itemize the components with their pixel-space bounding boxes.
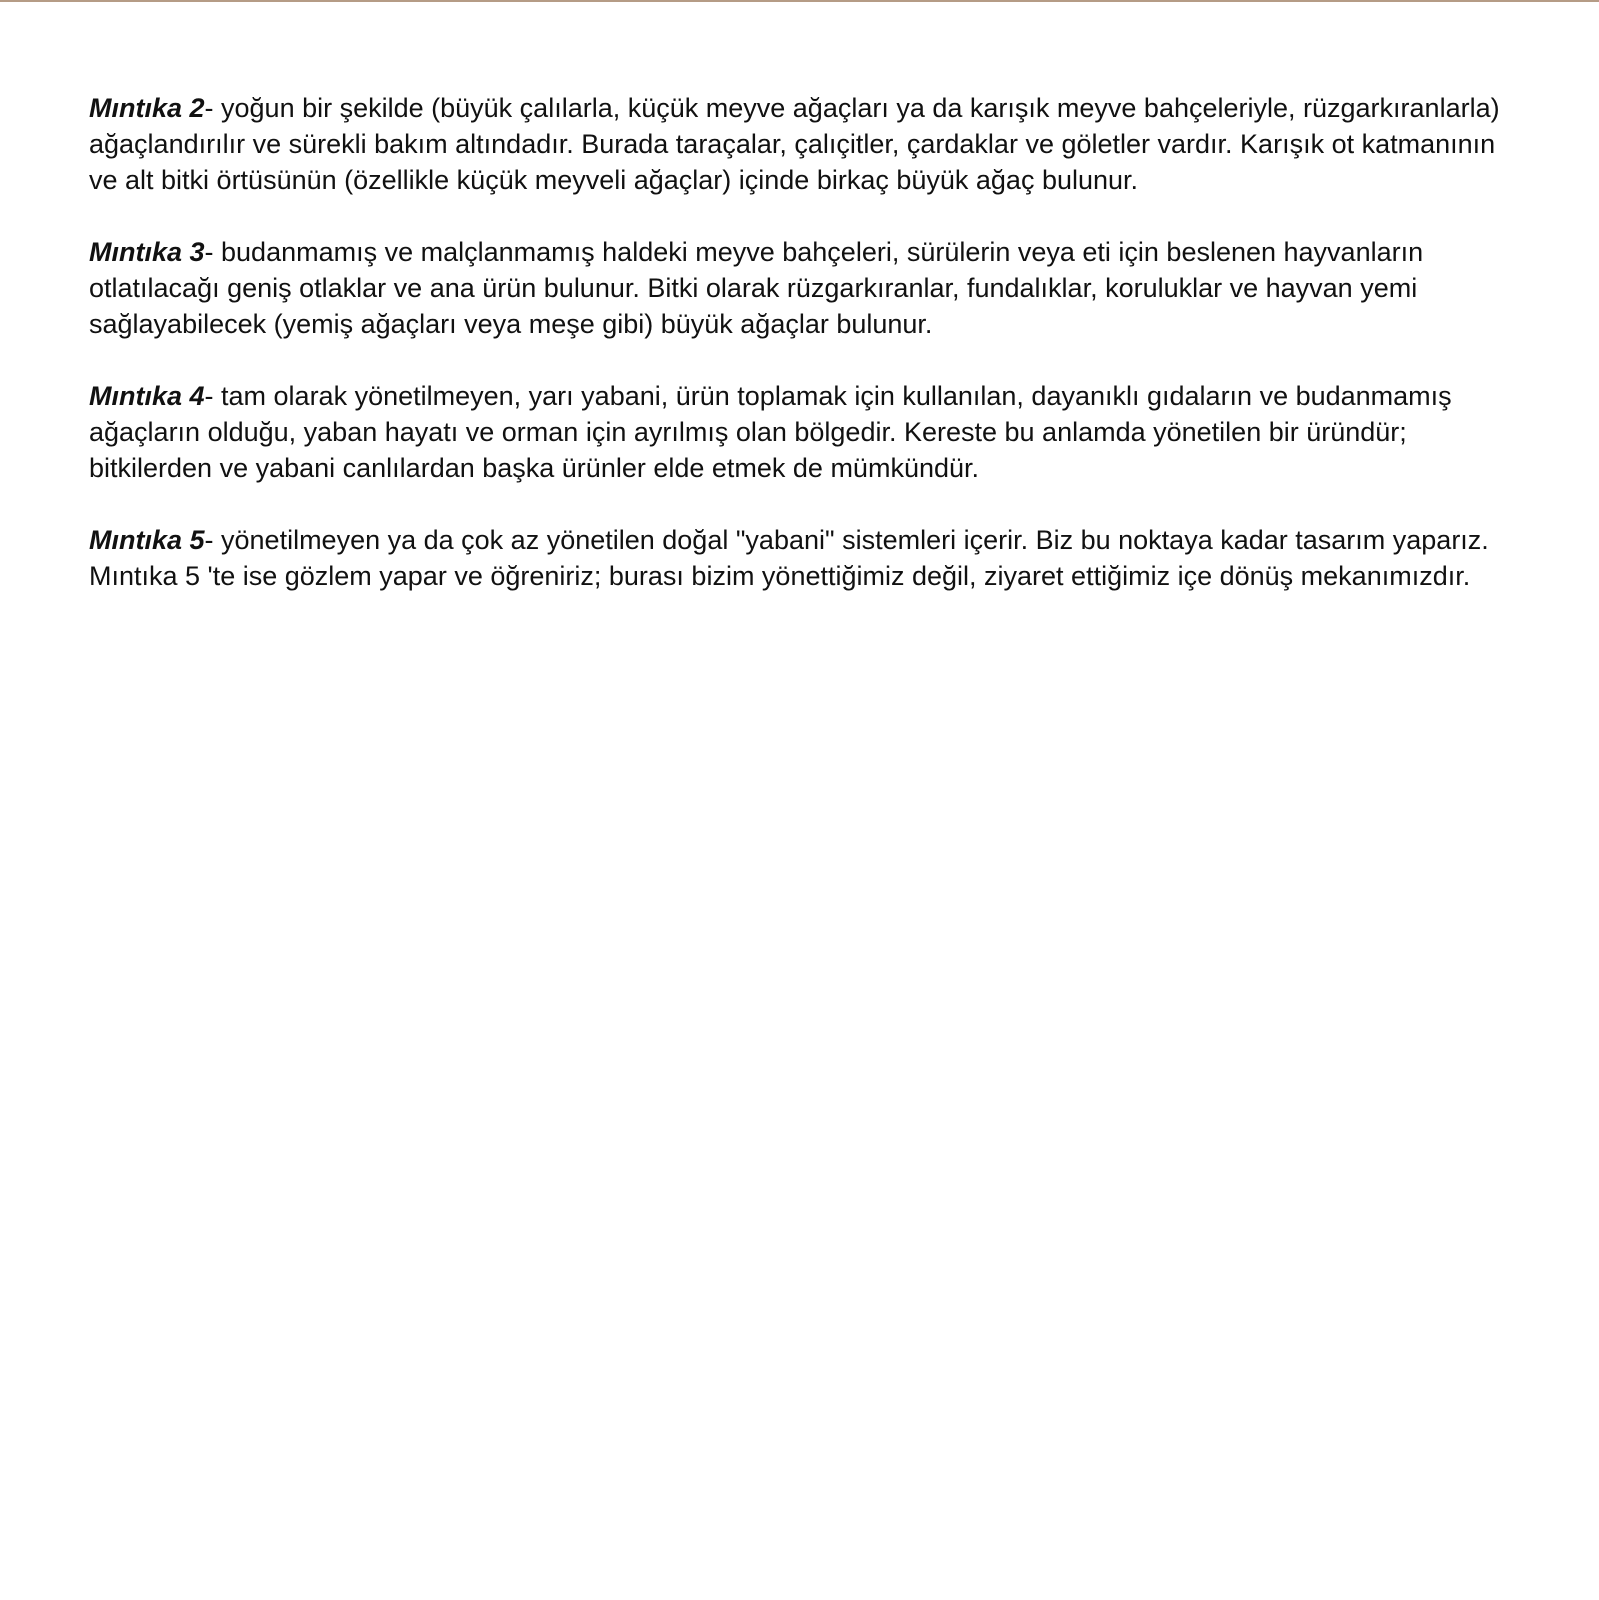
zone-4-text: - tam olarak yönetilmeyen, yarı yabani, ürün toplamak için kullanılan, dayanıklı gıdaların ve budanmamış ağaçların olduğu, yaban hayatı ve orman için ayrılmış olan bölgedir. Kereste bu anlamda yönetilen bir üründür; bitkilerden ve yabani canlılardan başka ürünler elde etmek de mümkündür. — [89, 381, 1452, 483]
zone-3-text: - budanmamış ve malçlanmamış haldeki meyve bahçeleri, sürülerin veya eti için beslenen hayvanların otlatılacağı geniş otlaklar ve ana ürün bulunur. Bitki olarak rüzgarkıranlar, fundalıklar, koruluklar ve hayvan yemi sağlayabilecek (yemiş ağaçları veya meşe gibi) büyük ağaçlar bulunur. — [89, 237, 1424, 339]
zone-5-paragraph — [89, 522, 1529, 594]
zone-3-title: Mıntıka 3 — [89, 237, 205, 267]
document-body — [89, 90, 1529, 630]
zone-4-paragraph — [89, 378, 1529, 486]
zone-2-text: - yoğun bir şekilde (büyük çalılarla, küçük meyve ağaçları ya da karışık meyve bahçeleriyle, rüzgarkıranlarla) ağaçlandırılır ve sürekli bakım altındadır. Burada taraçalar, çalıçitler, çardaklar ve göletler vardır. Karışık ot katmanının ve alt bitki örtüsünün (özellikle küçük meyveli ağaçlar) içinde birkaç büyük ağaç bulunur. — [89, 93, 1500, 195]
zone-5-title: Mıntıka 5 — [89, 525, 205, 555]
zone-3-paragraph — [89, 234, 1529, 342]
zone-4-title: Mıntıka 4 — [89, 381, 205, 411]
zone-5-text: - yönetilmeyen ya da çok az yönetilen doğal "yabani" sistemleri içerir. Biz bu noktaya kadar tasarım yaparız. Mıntıka 5 'te ise gözlem yapar ve öğreniriz; burası bizim yönettiğimiz değil, ziyaret ettiğimiz içe dönüş mekanımızdır. — [89, 525, 1489, 591]
zone-2-title: Mıntıka 2 — [89, 93, 205, 123]
top-border-line — [0, 0, 1599, 2]
zone-2-paragraph — [89, 90, 1529, 198]
